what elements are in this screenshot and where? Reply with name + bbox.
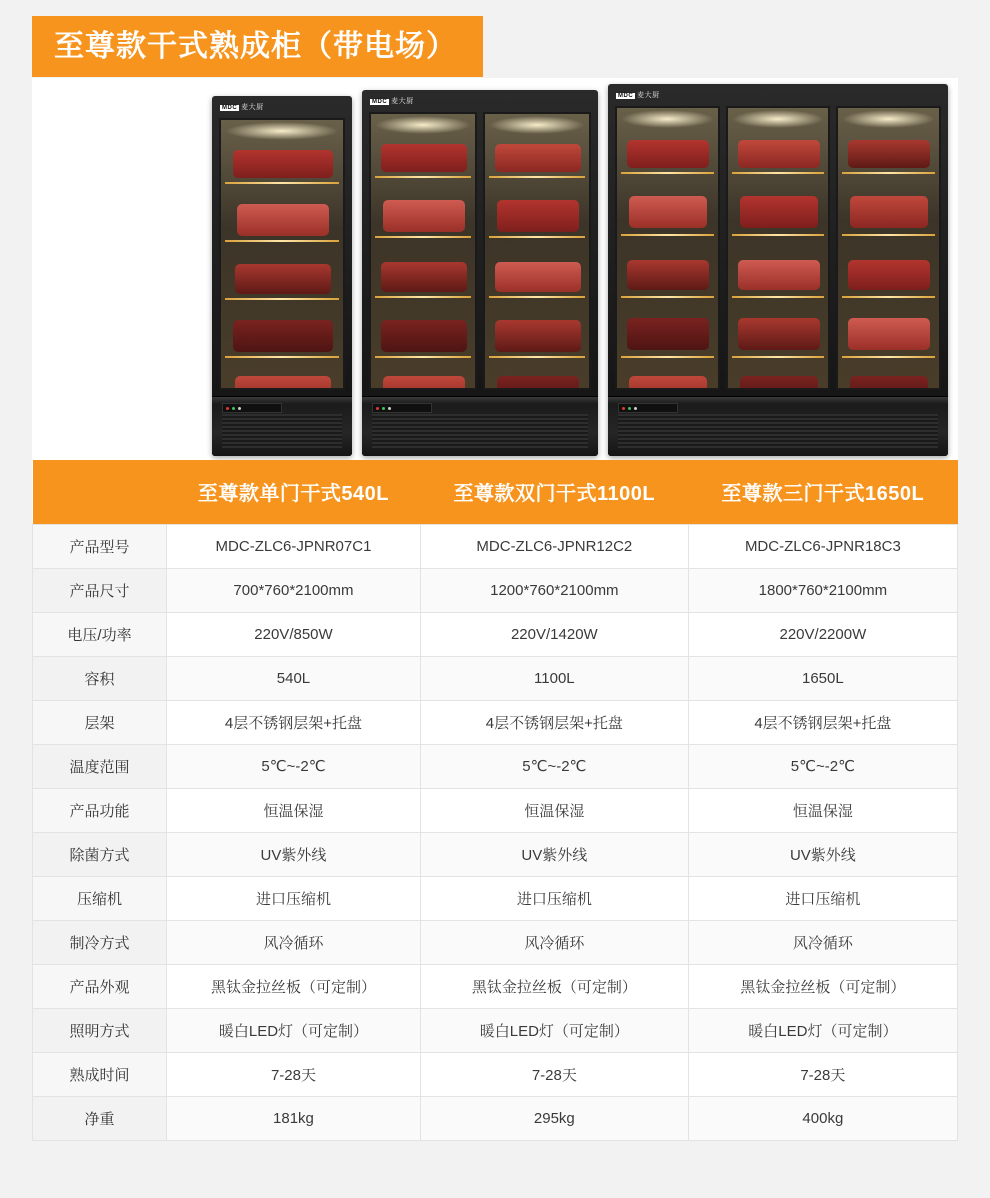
- table-row: [33, 832, 958, 876]
- light-glow: [225, 122, 339, 140]
- meat-item: [627, 260, 709, 290]
- shelf: [621, 172, 714, 174]
- row-value: 恒温保湿: [688, 788, 957, 832]
- power-led-icon: [376, 407, 379, 410]
- page-title: 至尊款干式熟成柜（带电场）: [32, 16, 483, 77]
- row-label: 容积: [33, 656, 167, 700]
- shelf: [489, 236, 585, 238]
- row-value: 540L: [167, 656, 421, 700]
- door-glass: [483, 112, 591, 390]
- row-value: 4层不锈钢层架+托盘: [688, 700, 957, 744]
- meat-item: [738, 260, 820, 290]
- brand-logo: MDC 麦大厨: [618, 92, 660, 99]
- meat-item: [237, 204, 329, 236]
- row-value: 进口压缩机: [420, 876, 688, 920]
- meat-item: [848, 318, 930, 350]
- row-label: 净重: [33, 1096, 167, 1140]
- row-label: 压缩机: [33, 876, 167, 920]
- status-led-icon: [232, 407, 235, 410]
- row-label: 电压/功率: [33, 612, 167, 656]
- row-label: 产品型号: [33, 524, 167, 568]
- row-value: 295kg: [420, 1096, 688, 1140]
- row-value: 1650L: [688, 656, 957, 700]
- row-value: MDC-ZLC6-JPNR07C1: [167, 524, 421, 568]
- row-value: 进口压缩机: [688, 876, 957, 920]
- row-value: 5℃~-2℃: [420, 744, 688, 788]
- shelf: [489, 296, 585, 298]
- door-glass-group: [219, 118, 345, 390]
- cabinet-base: [362, 396, 598, 456]
- row-value: 风冷循环: [420, 920, 688, 964]
- row-value: 黑钛金拉丝板（可定制）: [688, 964, 957, 1008]
- light-glow: [842, 110, 935, 128]
- shelf: [375, 296, 471, 298]
- row-value: 4层不锈钢层架+托盘: [167, 700, 421, 744]
- row-value: 风冷循环: [167, 920, 421, 964]
- meat-item: [738, 140, 820, 168]
- brand-logo: MDC 麦大厨: [222, 104, 264, 111]
- meat-item: [495, 262, 581, 292]
- table-row: [33, 920, 958, 964]
- door-glass: [726, 106, 831, 390]
- table-row: [33, 964, 958, 1008]
- meat-item: [381, 144, 467, 172]
- light-glow: [621, 110, 714, 128]
- row-value: 220V/1420W: [420, 612, 688, 656]
- table-row: [33, 524, 958, 568]
- row-label: 照明方式: [33, 1008, 167, 1052]
- table-row: [33, 568, 958, 612]
- row-value: 7-28天: [688, 1052, 957, 1096]
- meat-item: [381, 262, 467, 292]
- shelf: [621, 356, 714, 358]
- shelf: [375, 356, 471, 358]
- meat-item: [383, 376, 465, 390]
- row-value: UV紫外线: [167, 832, 421, 876]
- row-label: 温度范围: [33, 744, 167, 788]
- row-value: MDC-ZLC6-JPNR12C2: [420, 524, 688, 568]
- display-led-icon: [388, 407, 391, 410]
- shelf: [225, 356, 339, 358]
- row-value: UV紫外线: [420, 832, 688, 876]
- meat-item: [495, 144, 581, 172]
- row-value: 5℃~-2℃: [167, 744, 421, 788]
- row-value: 181kg: [167, 1096, 421, 1140]
- shelf: [225, 182, 339, 184]
- meat-item: [740, 376, 818, 390]
- meat-item: [848, 260, 930, 290]
- display-led-icon: [634, 407, 637, 410]
- cabinet-base: [212, 396, 352, 456]
- row-value: UV紫外线: [688, 832, 957, 876]
- row-label: 产品尺寸: [33, 568, 167, 612]
- row-label: 产品外观: [33, 964, 167, 1008]
- shelf: [732, 172, 825, 174]
- row-value: 4层不锈钢层架+托盘: [420, 700, 688, 744]
- row-value: 400kg: [688, 1096, 957, 1140]
- cabinet-group: [32, 78, 958, 460]
- door-glass-group: [615, 106, 941, 390]
- shelf: [489, 176, 585, 178]
- shelf: [621, 296, 714, 298]
- control-panel: [618, 403, 678, 413]
- shelf: [732, 356, 825, 358]
- shelf: [732, 234, 825, 236]
- meat-item: [497, 200, 579, 232]
- header-col-1: 至尊款单门干式540L: [167, 460, 421, 524]
- triple-door-cabinet: [608, 84, 948, 456]
- header-col-2: 至尊款双门干式1100L: [420, 460, 688, 524]
- door-glass-group: [369, 112, 591, 390]
- row-value: 7-28天: [167, 1052, 421, 1096]
- meat-item: [738, 318, 820, 350]
- shelf: [621, 234, 714, 236]
- row-value: 220V/2200W: [688, 612, 957, 656]
- meat-item: [235, 264, 331, 294]
- power-led-icon: [622, 407, 625, 410]
- spec-table-wrapper: [32, 460, 958, 1141]
- row-value: 7-28天: [420, 1052, 688, 1096]
- meat-item: [629, 196, 707, 228]
- table-row: [33, 744, 958, 788]
- vent-grille: [222, 414, 342, 448]
- row-value: 1200*760*2100mm: [420, 568, 688, 612]
- control-panel: [372, 403, 432, 413]
- shelf: [842, 296, 935, 298]
- brand-logo: MDC 麦大厨: [372, 98, 414, 105]
- row-value: 5℃~-2℃: [688, 744, 957, 788]
- meat-item: [381, 320, 467, 352]
- door-glass: [219, 118, 345, 390]
- row-label: 产品功能: [33, 788, 167, 832]
- meat-item: [235, 376, 331, 390]
- table-row: [33, 1096, 958, 1140]
- vent-grille: [618, 414, 938, 448]
- meat-item: [233, 320, 333, 352]
- header-col-3: 至尊款三门干式1650L: [688, 460, 957, 524]
- table-row: [33, 612, 958, 656]
- table-header-row: [33, 460, 958, 524]
- table-row: [33, 876, 958, 920]
- product-image-area: [32, 78, 958, 460]
- spec-table-body: [33, 524, 958, 1140]
- meat-item: [627, 140, 709, 168]
- shelf: [842, 356, 935, 358]
- light-glow: [489, 116, 585, 134]
- table-row: [33, 788, 958, 832]
- power-led-icon: [226, 407, 229, 410]
- vent-grille: [372, 414, 588, 448]
- row-value: 700*760*2100mm: [167, 568, 421, 612]
- row-label: 熟成时间: [33, 1052, 167, 1096]
- table-row: [33, 1052, 958, 1096]
- row-value: 暖白LED灯（可定制）: [688, 1008, 957, 1052]
- double-door-cabinet: [362, 90, 598, 456]
- row-value: 恒温保湿: [420, 788, 688, 832]
- meat-item: [383, 200, 465, 232]
- door-glass: [615, 106, 720, 390]
- shelf: [842, 172, 935, 174]
- door-glass: [836, 106, 941, 390]
- light-glow: [375, 116, 471, 134]
- light-glow: [732, 110, 825, 128]
- shelf: [489, 356, 585, 358]
- row-value: 暖白LED灯（可定制）: [420, 1008, 688, 1052]
- row-value: 黑钛金拉丝板（可定制）: [420, 964, 688, 1008]
- table-row: [33, 700, 958, 744]
- cabinet-base: [608, 396, 948, 456]
- row-value: 暖白LED灯（可定制）: [167, 1008, 421, 1052]
- meat-item: [848, 140, 930, 168]
- row-value: 1100L: [420, 656, 688, 700]
- status-led-icon: [628, 407, 631, 410]
- status-led-icon: [382, 407, 385, 410]
- meat-item: [627, 318, 709, 350]
- header-blank-cell: [33, 460, 167, 524]
- row-label: 制冷方式: [33, 920, 167, 964]
- row-value: 恒温保湿: [167, 788, 421, 832]
- display-led-icon: [238, 407, 241, 410]
- row-value: 风冷循环: [688, 920, 957, 964]
- control-panel: [222, 403, 282, 413]
- shelf: [225, 298, 339, 300]
- meat-item: [850, 376, 928, 390]
- single-door-cabinet: [212, 96, 352, 456]
- shelf: [842, 234, 935, 236]
- shelf: [375, 176, 471, 178]
- row-value: MDC-ZLC6-JPNR18C3: [688, 524, 957, 568]
- shelf: [225, 240, 339, 242]
- table-row: [33, 656, 958, 700]
- spec-table-head: [33, 460, 958, 524]
- table-row: [33, 1008, 958, 1052]
- shelf: [732, 296, 825, 298]
- row-value: 220V/850W: [167, 612, 421, 656]
- meat-item: [740, 196, 818, 228]
- meat-item: [495, 320, 581, 352]
- row-value: 进口压缩机: [167, 876, 421, 920]
- meat-item: [850, 196, 928, 228]
- meat-item: [629, 376, 707, 390]
- row-label: 除菌方式: [33, 832, 167, 876]
- door-glass: [369, 112, 477, 390]
- meat-item: [233, 150, 333, 178]
- row-value: 1800*760*2100mm: [688, 568, 957, 612]
- row-label: 层架: [33, 700, 167, 744]
- shelf: [375, 236, 471, 238]
- row-value: 黑钛金拉丝板（可定制）: [167, 964, 421, 1008]
- spec-table: [32, 460, 958, 1141]
- meat-item: [497, 376, 579, 390]
